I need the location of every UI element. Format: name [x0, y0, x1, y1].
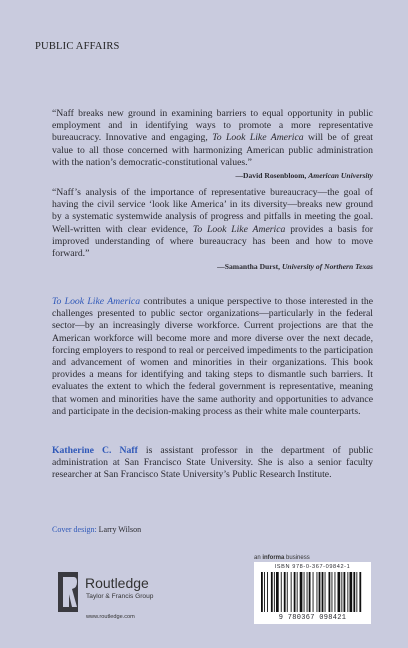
routledge-logo-icon — [58, 572, 80, 612]
barcode-bar — [335, 572, 336, 612]
barcode-bar — [264, 572, 265, 612]
quote-text-start: “Naff’s analysis of the importance of representative bureaucracy—the goal of having the civil service ‘look like America’ in its diversity—breaks new ground by a systematic systemwide analysis of progress and pitfalls in meeting the goal. Well-written with clear evidence, — [52, 187, 373, 235]
barcode-bar — [300, 572, 303, 612]
cover-design-credit — [52, 525, 141, 534]
quote-attribution — [52, 261, 373, 273]
barcode-bar — [304, 572, 305, 612]
barcode-bar — [356, 572, 357, 612]
barcode-bar — [291, 572, 292, 612]
barcode-bar — [322, 572, 324, 612]
isbn-barcode — [254, 562, 371, 624]
barcode-bar — [313, 572, 314, 612]
barcode-bar — [332, 572, 333, 612]
barcode-bar — [347, 572, 348, 612]
routledge-logo — [58, 572, 218, 618]
barcode-bar — [267, 572, 268, 612]
informa-prefix: an — [254, 555, 263, 561]
barcode-bar — [338, 572, 341, 612]
book-description — [52, 296, 373, 418]
publisher-url: www.routledge.com — [86, 614, 135, 620]
barcode-bar — [307, 572, 308, 612]
barcode-bar — [341, 572, 342, 612]
attribution-affiliation: American University — [308, 171, 373, 181]
isbn-label: ISBN 978-0-367-09842-1 — [274, 564, 351, 570]
informa-suffix: business — [284, 555, 310, 561]
quote-attribution — [52, 170, 373, 182]
quote-text-start: “Naff breaks new ground in examining barriers to equal opportunity in public employment and in identifying ways to promote a more representative bureaucracy. Innovative and engaging, — [52, 108, 373, 144]
barcode-bar — [325, 572, 326, 612]
barcode-bar — [353, 572, 355, 612]
attribution-name: —David Rosenbloom, — [235, 171, 309, 181]
attribution-affiliation: University of Northern Texas — [281, 262, 373, 272]
author-bio-text: is assistant professor in the department of public administration at San Francisco State University. She is also a senior faculty researcher at San Francisco State University’s Public Research Institute. — [52, 445, 373, 481]
barcode-bar — [284, 572, 286, 612]
barcode-bar — [274, 572, 275, 612]
author-bio — [52, 445, 373, 482]
cover-designer-name: Larry Wilson — [96, 525, 142, 534]
informa-name: informa — [262, 555, 285, 561]
book-title-inline: To Look Like America — [192, 223, 286, 235]
blurb-quote-2 — [52, 187, 373, 273]
barcode-bar — [329, 572, 331, 612]
barcode-bar — [281, 572, 282, 612]
barcode-bar — [261, 572, 263, 612]
barcode-bar — [294, 572, 296, 612]
barcode-bar — [297, 572, 298, 612]
category-label: PUBLIC AFFAIRS — [35, 41, 120, 52]
barcode-bar — [309, 572, 311, 612]
informa-tagline — [254, 555, 310, 561]
book-title-inline: To Look Like America — [212, 132, 304, 144]
barcode-bar — [317, 572, 318, 612]
publisher-group: Taylor & Francis Group — [86, 593, 154, 600]
publisher-name: Routledge — [85, 575, 149, 591]
quote-text-end: will be of great value to all those concerned with harmonizing American public administration with the nation’s democratic-constitutional values.” — [52, 132, 373, 168]
barcode-bar — [344, 572, 346, 612]
quote-text — [52, 108, 373, 169]
barcode-bar — [287, 572, 288, 612]
barcode-bar — [350, 572, 353, 612]
barcode-bar — [271, 572, 273, 612]
blurb-quote-1 — [52, 108, 373, 182]
barcode-number: 9 780367 098421 — [278, 614, 347, 622]
author-name: Katherine C. Naff — [52, 445, 138, 456]
barcode-bars — [261, 572, 364, 612]
barcode-bar — [359, 572, 361, 612]
attribution-name: —Samantha Durst, — [217, 262, 282, 272]
quote-text — [52, 187, 373, 260]
barcode-bar — [319, 572, 321, 612]
barcode-bar — [276, 572, 279, 612]
quote-text-end: provides a basis for improved understanding of where bureaucracy has been and how to move forward.” — [52, 223, 373, 260]
description-text: contributes a unique perspective to those interested in the challenges presented to public sector organizations—particularly in the federal sector—by an increasingly diverse workforce. Current projections are that the American workforce will become more and more diverse over the next decade, forcing employers to respond to real or perceived impediments to the participation and advancement of women and minorities in their organizations. This book provides a means for identifying and taking steps to dismantle such barriers. It evaluates the extent to which the federal government is representative, meaning that women and minorities have the same authority and opportunities to advance and participate in the decision-making process as their white male counterparts. — [52, 296, 373, 417]
book-title: To Look Like America — [52, 296, 141, 307]
cover-design-label: Cover design: — [52, 525, 97, 534]
